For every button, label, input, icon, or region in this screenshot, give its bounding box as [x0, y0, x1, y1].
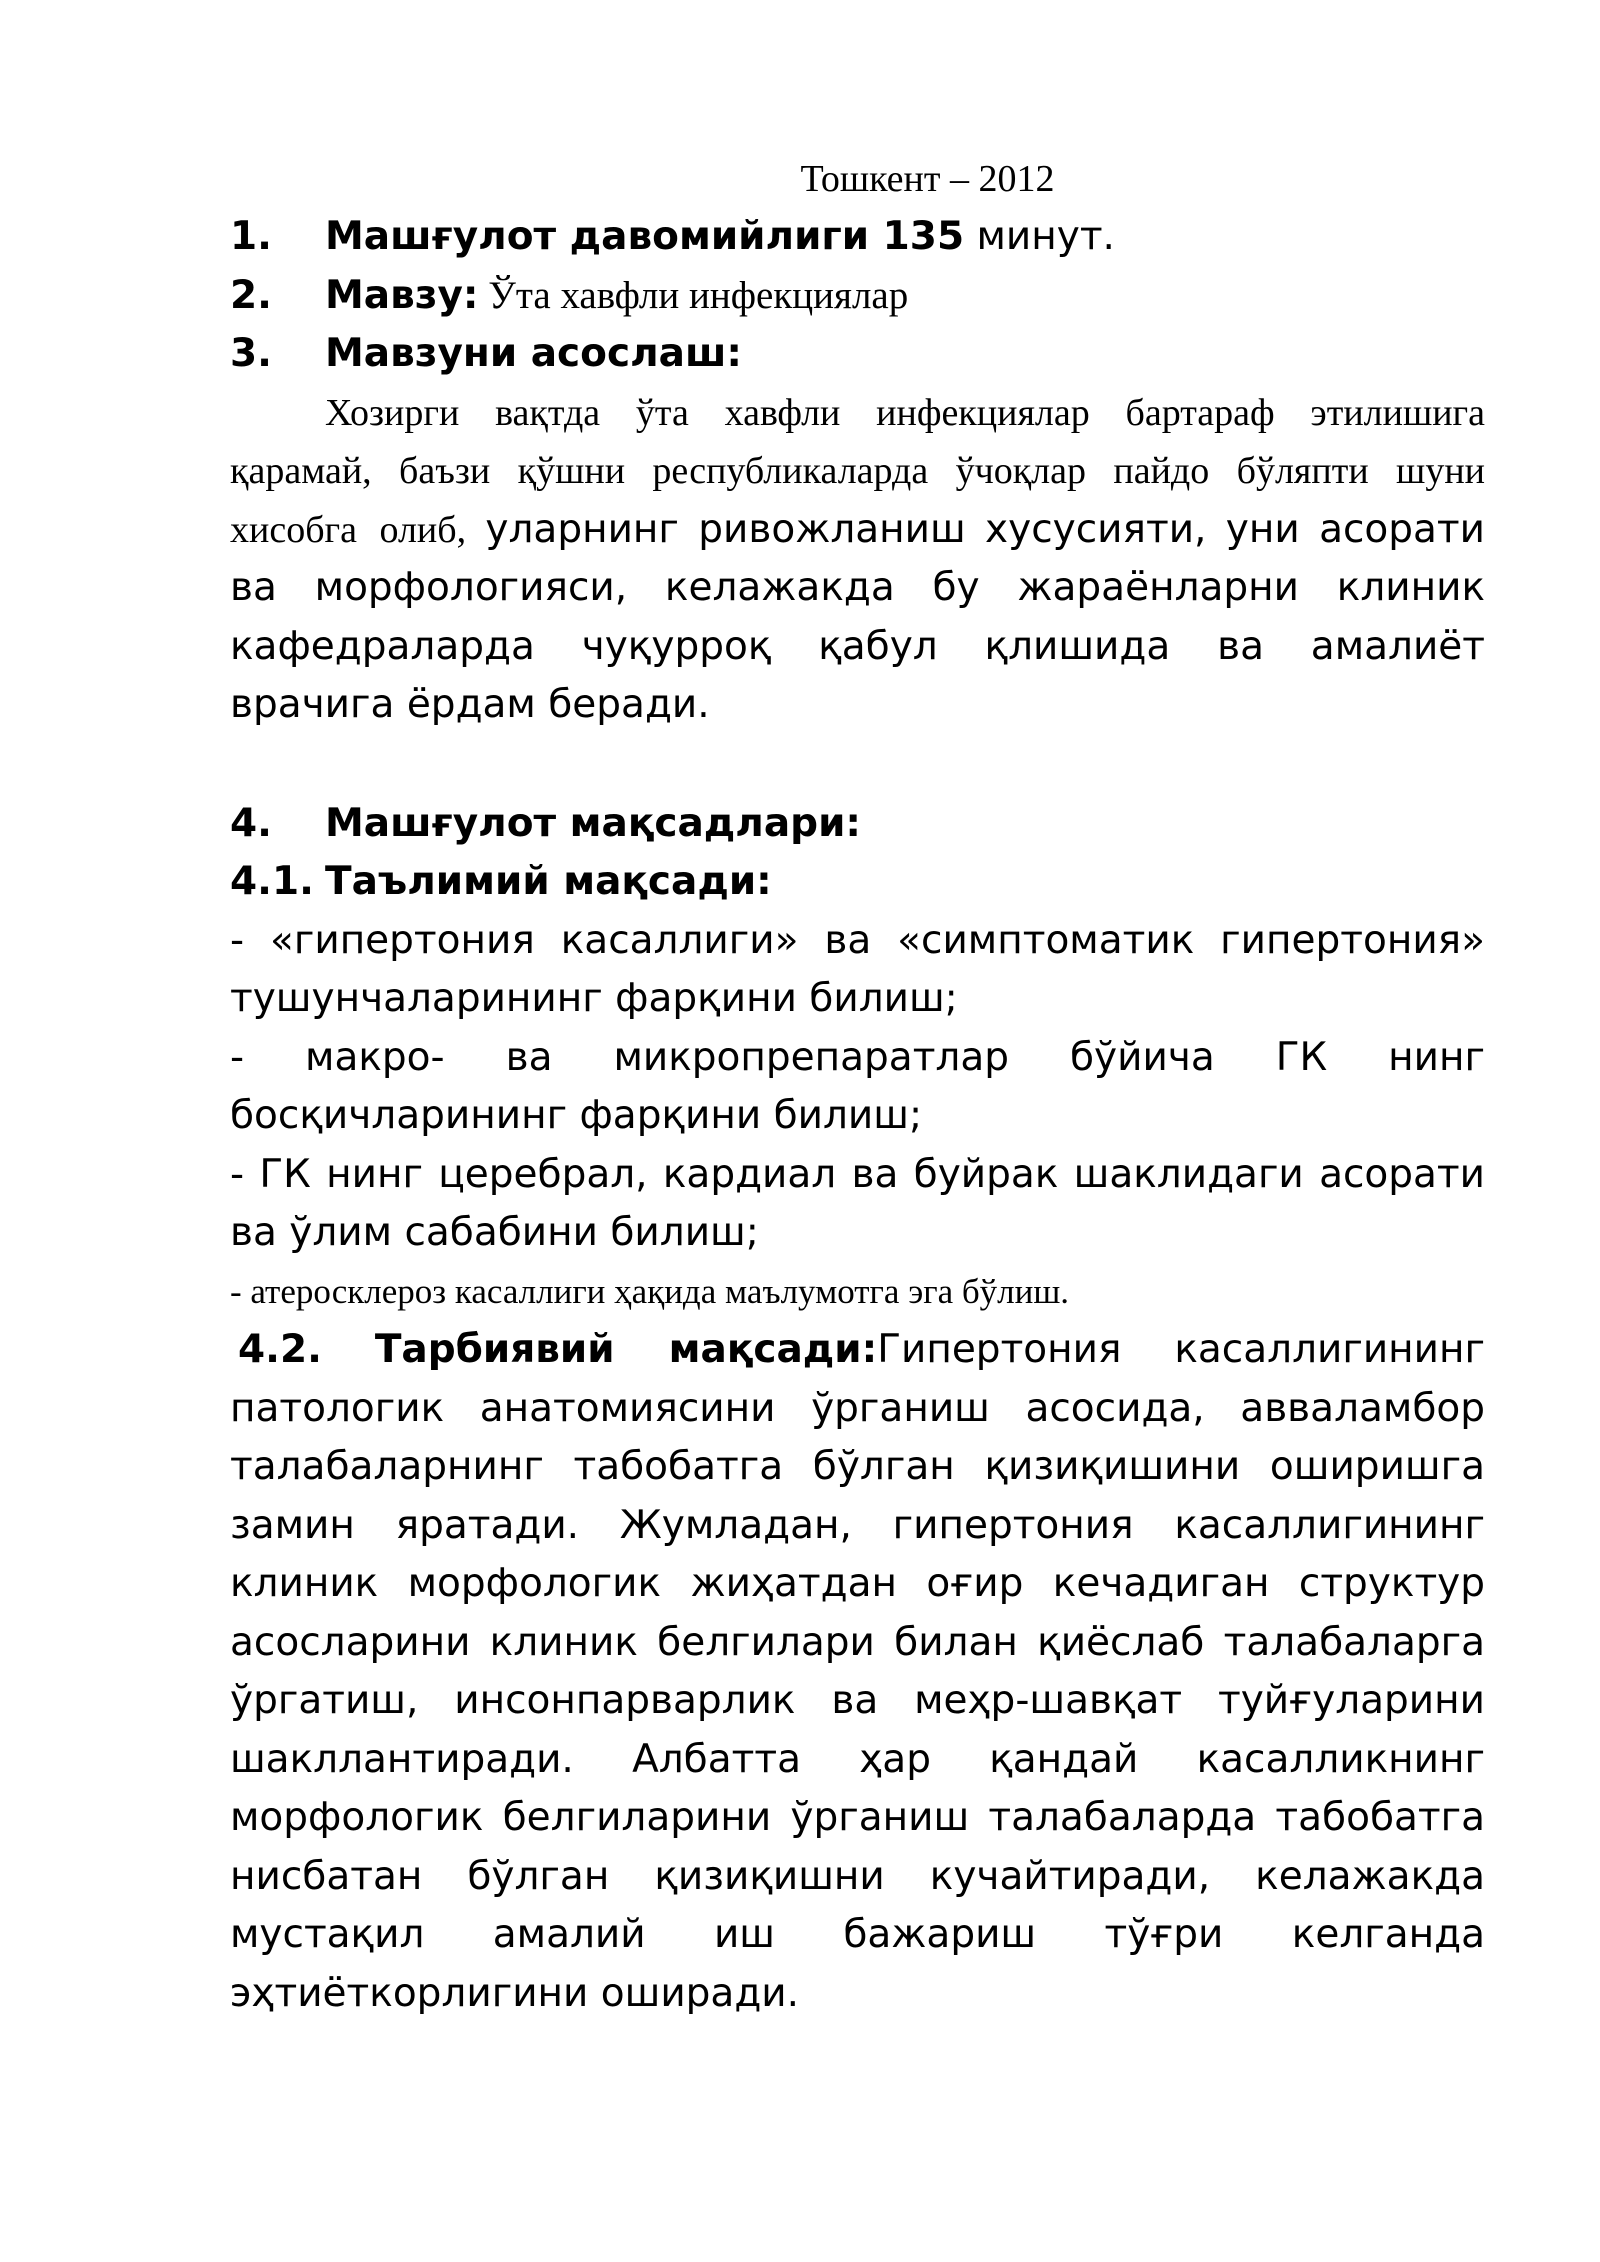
list-item: - ГК нинг церебрал, кардиал ва буйрак шаклидаги асорати ва ўлим сабабини билиш; — [230, 1151, 1485, 1255]
justification-part1: Хозирги вақтда ўта хавфли инфекциялар бартараф этилишига қарамай, баъзи қўшни республикаларда ўчоқлар пайдо бўляпти шуни хисобга олиб, — [230, 391, 1485, 551]
subitem-number: 4.2. — [238, 1327, 322, 1372]
educational-goal-heading — [230, 853, 1485, 912]
goals-heading — [230, 795, 1485, 854]
subitem-label: Тарбиявий мақсади: — [374, 1327, 878, 1372]
item-duration — [230, 208, 1485, 267]
justification-paragraph — [230, 384, 1485, 735]
item-number: 3. — [230, 331, 272, 376]
item-label: Машғулот мақсадлари: — [325, 800, 862, 846]
item-value: Ўта хавфли инфекциялар — [478, 273, 909, 317]
item-label: Мавзуни асослаш: — [325, 331, 742, 376]
spacer — [230, 735, 1485, 795]
list-item: - макро- ва микропрепаратлар бўйича ГК нинг босқичларининг фарқини билиш; — [230, 1034, 1485, 1138]
item-topic — [230, 267, 1485, 326]
upbringing-goal-paragraph — [230, 1321, 1485, 2023]
subitem-label: Таълимий мақсади: — [325, 859, 772, 904]
item-label: Мавзу: — [325, 272, 479, 318]
item-value: минут. — [964, 214, 1115, 259]
justification-part2: уларнинг ривожланиш хусусияти, уни асорати ва морфологияси, келажакда бу жараёнларни клиник кафедраларда чуқурроқ қабул қлишида ва амалиёт врачига ёрдам беради. — [230, 506, 1485, 727]
item-label: Машғулот давомийлиги 135 — [325, 214, 965, 259]
city-year: Тошкент – 2012 — [800, 158, 1055, 200]
item-number: 4. — [230, 800, 272, 846]
item-number: 2. — [230, 272, 272, 318]
item-justification-heading — [230, 325, 1485, 384]
document-page — [230, 150, 1485, 2023]
upbringing-text: Гипертония касаллигининг патологик анатомиясини ўрганиш асосида, аввaламбор талабаларнинг табобатга бўлган қизиқишини оширишга замин яратади. Жумладан, гипертония касаллигининг клиник морфологик жиҳатдан оғир кечадиган структур асосларини клиник белгилари билан қиёслаб талабаларга ўргатиш, инсонпарварлик ва меҳр-шавқат туйғуларини шакллантиради. Албатта ҳар қандай касалликнинг морфологик белгиларини ўрганиш талабаларда табобатга нисбатан бўлган қизиқишни кучайтиради, келажакда мустақил амалий иш бажариш тўғри келганда эҳтиёткорлигини оширади. — [230, 1327, 1486, 2016]
list-item: - атеросклероз касаллиги ҳақида маълумотга эга бўлиш. — [230, 1271, 1070, 1311]
list-item: - «гипертония касаллиги» ва «симптоматик гипертония» тушунчаларининг фарқини билиш; — [230, 917, 1485, 1021]
subitem-number: 4.1. — [230, 859, 314, 904]
item-number: 1. — [230, 214, 272, 259]
